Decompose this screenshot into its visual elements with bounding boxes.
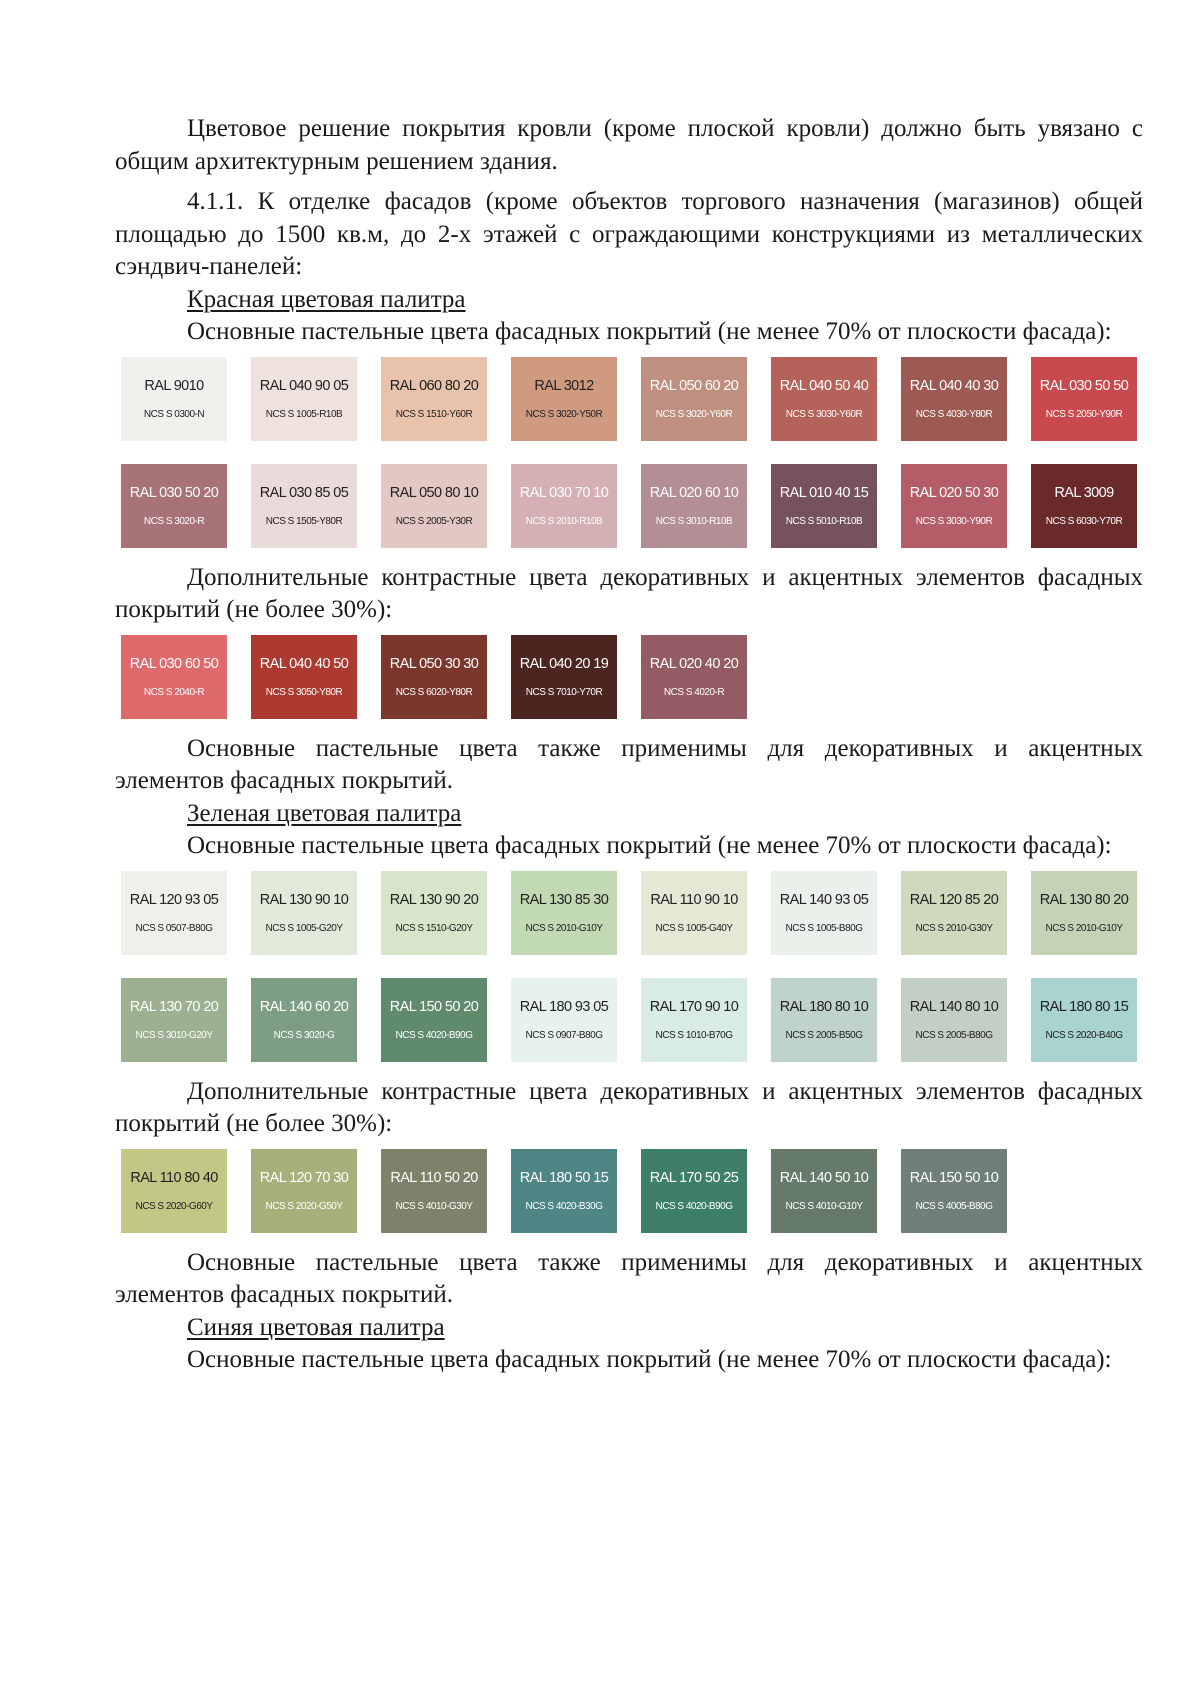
ncs-code-label: NCS S 1005-G40Y (655, 922, 733, 934)
ral-code-label: RAL 030 85 05 (259, 484, 349, 501)
ral-code-label: RAL 050 30 30 (389, 655, 479, 672)
green-main-color-swatch (511, 978, 617, 1062)
green-accent-swatch-grid (121, 1149, 1145, 1233)
page-content (115, 113, 1143, 1377)
ral-code-label: RAL 030 70 10 (519, 484, 609, 501)
ral-code-label: RAL 040 90 05 (259, 377, 349, 394)
ral-code-label: RAL 180 80 10 (779, 998, 869, 1015)
ncs-code-label: NCS S 2010-G10Y (1045, 922, 1123, 934)
ral-code-label: RAL 150 50 10 (909, 1169, 999, 1186)
red-main-color-swatch (121, 464, 227, 548)
ncs-code-label: NCS S 3010-R10B (655, 515, 733, 527)
green-main-color-swatch (1031, 871, 1137, 955)
ncs-code-label: NCS S 1005-G20Y (265, 922, 343, 934)
red-main-color-swatch (901, 464, 1007, 548)
ncs-code-label: NCS S 4020-B90G (395, 1029, 473, 1041)
ral-code-label: RAL 120 93 05 (129, 891, 219, 908)
ncs-code-label: NCS S 2020-G60Y (135, 1200, 213, 1212)
ncs-code-label: NCS S 5010-R10B (785, 515, 863, 527)
ncs-code-label: NCS S 2050-Y90R (1045, 408, 1123, 420)
facade-requirements-paragraph: 4.1.1. К отделке фасадов (кроме объектов торгового назначения (магазинов) общей площадью до 1500 кв.м, до 2-х этажей с ограждающими конструкциями из металлических сэндвич-панелей: (115, 188, 1143, 280)
green-main-swatch-grid (121, 871, 1145, 1062)
green-accent-color-swatch (121, 1149, 227, 1233)
ncs-code-label: NCS S 6030-Y70R (1045, 515, 1123, 527)
green-palette-heading: Зеленая цветовая палитра (187, 799, 462, 827)
ral-code-label: RAL 040 20 19 (519, 655, 609, 672)
ral-code-label: RAL 030 50 50 (1039, 377, 1129, 394)
green-accent-color-swatch (381, 1149, 487, 1233)
red-main-color-swatch (901, 357, 1007, 441)
ral-code-label: RAL 140 60 20 (259, 998, 349, 1015)
ncs-code-label: NCS S 2005-B50G (785, 1029, 863, 1041)
ral-code-label: RAL 040 40 50 (259, 655, 349, 672)
ncs-code-label: NCS S 3030-Y90R (915, 515, 993, 527)
ncs-code-label: NCS S 0300-N (143, 408, 205, 420)
red-main-color-swatch (121, 357, 227, 441)
green-main-color-swatch (121, 978, 227, 1062)
blue-main-colors-text: Основные пастельные цвета фасадных покрытий (не менее 70% от плоскости фасада): (187, 1346, 1112, 1373)
ncs-code-label: NCS S 7010-Y70R (525, 686, 603, 698)
ral-code-label: RAL 130 80 20 (1039, 891, 1129, 908)
ncs-code-label: NCS S 2040-R (143, 686, 205, 698)
ral-code-label: RAL 140 50 10 (779, 1169, 869, 1186)
ncs-code-label: NCS S 4020-R (663, 686, 725, 698)
ncs-code-label: NCS S 4010-G30Y (395, 1200, 473, 1212)
red-main-color-swatch (251, 357, 357, 441)
ncs-code-label: NCS S 0907-B80G (525, 1029, 603, 1041)
ral-code-label: RAL 060 80 20 (389, 377, 479, 394)
red-accent-color-swatch (251, 635, 357, 719)
ral-code-label: RAL 040 40 30 (909, 377, 999, 394)
ncs-code-label: NCS S 4020-B90G (655, 1200, 733, 1212)
green-main-color-swatch (901, 871, 1007, 955)
green-main-color-swatch (381, 978, 487, 1062)
red-main-color-swatch (381, 357, 487, 441)
red-main-color-swatch (1031, 464, 1137, 548)
ral-code-label: RAL 140 80 10 (909, 998, 999, 1015)
red-accent-color-swatch (511, 635, 617, 719)
ral-code-label: RAL 030 50 20 (129, 484, 219, 501)
ncs-code-label: NCS S 3030-Y60R (785, 408, 863, 420)
ral-code-label: RAL 170 50 25 (649, 1169, 739, 1186)
red-main-colors-text: Основные пастельные цвета фасадных покрытий (не менее 70% от плоскости фасада): (187, 318, 1112, 345)
red-main-swatch-grid (121, 357, 1145, 548)
ncs-code-label: NCS S 3050-Y80R (265, 686, 343, 698)
ral-code-label: RAL 130 90 20 (389, 891, 479, 908)
ral-code-label: RAL 110 50 20 (390, 1169, 478, 1186)
ral-code-label: RAL 170 90 10 (649, 998, 739, 1015)
ncs-code-label: NCS S 3020-R (143, 515, 205, 527)
roof-color-paragraph: Цветовое решение покрытия кровли (кроме плоской кровли) должно быть увязано с общим архитектурным решением здания. (115, 115, 1143, 175)
red-main-color-swatch (771, 357, 877, 441)
ral-code-label: RAL 140 93 05 (779, 891, 869, 908)
green-main-color-swatch (1031, 978, 1137, 1062)
ncs-code-label: NCS S 4005-B80G (915, 1200, 993, 1212)
ral-code-label: RAL 050 80 10 (389, 484, 479, 501)
red-accent-swatch-grid (121, 635, 1145, 719)
red-main-color-swatch (511, 357, 617, 441)
red-accent-colors-text: Дополнительные контрастные цвета декоративных и акцентных элементов фасадных покрытий (не более 30%): (115, 563, 1143, 623)
ncs-code-label: NCS S 1010-B70G (655, 1029, 733, 1041)
ncs-code-label: NCS S 3020-G (273, 1029, 335, 1041)
green-accent-color-swatch (901, 1149, 1007, 1233)
ncs-code-label: NCS S 2005-Y30R (395, 515, 473, 527)
green-main-color-swatch (901, 978, 1007, 1062)
green-accent-color-swatch (511, 1149, 617, 1233)
red-main-color-swatch (251, 464, 357, 548)
ncs-code-label: NCS S 3010-G20Y (135, 1029, 213, 1041)
ral-code-label: RAL 030 60 50 (129, 655, 219, 672)
green-main-color-swatch (381, 871, 487, 955)
green-note-text: Основные пастельные цвета также применимы для декоративных и акцентных элементов фасадных покрытий. (115, 1248, 1143, 1308)
green-accent-color-swatch (251, 1149, 357, 1233)
blue-palette-heading: Синяя цветовая палитра (187, 1313, 445, 1341)
ncs-code-label: NCS S 3020-Y50R (525, 408, 603, 420)
ncs-code-label: NCS S 4010-G10Y (785, 1200, 863, 1212)
red-note-text: Основные пастельные цвета также применимы для декоративных и акцентных элементов фасадных покрытий. (115, 734, 1143, 794)
ral-code-label: RAL 020 40 20 (649, 655, 739, 672)
ncs-code-label: NCS S 4020-B30G (525, 1200, 603, 1212)
ncs-code-label: NCS S 2020-B40G (1045, 1029, 1123, 1041)
ral-code-label: RAL 020 60 10 (649, 484, 739, 501)
ncs-code-label: NCS S 2005-B80G (915, 1029, 993, 1041)
ncs-code-label: NCS S 2020-G50Y (265, 1200, 343, 1212)
ncs-code-label: NCS S 3020-Y60R (655, 408, 733, 420)
red-main-color-swatch (641, 464, 747, 548)
ral-code-label: RAL 180 80 15 (1039, 998, 1129, 1015)
red-main-color-swatch (381, 464, 487, 548)
green-main-color-swatch (771, 978, 877, 1062)
ral-code-label: RAL 130 70 20 (129, 998, 219, 1015)
green-accent-color-swatch (771, 1149, 877, 1233)
ncs-code-label: NCS S 1510-Y60R (395, 408, 473, 420)
ncs-code-label: NCS S 1005-R10B (265, 408, 343, 420)
ral-code-label: RAL 150 50 20 (389, 998, 479, 1015)
green-main-color-swatch (641, 978, 747, 1062)
ncs-code-label: NCS S 6020-Y80R (395, 686, 473, 698)
ral-code-label: RAL 120 70 30 (259, 1169, 349, 1186)
ral-code-label: RAL 130 85 30 (519, 891, 609, 908)
ral-code-label: RAL 110 80 40 (130, 1169, 218, 1186)
red-main-color-swatch (771, 464, 877, 548)
green-main-color-swatch (771, 871, 877, 955)
ral-code-label: RAL 180 93 05 (519, 998, 609, 1015)
red-accent-color-swatch (641, 635, 747, 719)
ncs-code-label: NCS S 1505-Y80R (265, 515, 343, 527)
ral-code-label: RAL 3009 (1054, 484, 1114, 501)
ral-code-label: RAL 120 85 20 (909, 891, 999, 908)
ncs-code-label: NCS S 4030-Y80R (915, 408, 993, 420)
ncs-code-label: NCS S 2010-G30Y (915, 922, 993, 934)
green-main-color-swatch (641, 871, 747, 955)
ncs-code-label: NCS S 1510-G20Y (395, 922, 473, 934)
ral-code-label: RAL 180 50 15 (519, 1169, 609, 1186)
ral-code-label: RAL 020 50 30 (909, 484, 999, 501)
ral-code-label: RAL 110 90 10 (650, 891, 738, 908)
green-accent-colors-text: Дополнительные контрастные цвета декоративных и акцентных элементов фасадных покрытий (не более 30%): (115, 1077, 1143, 1137)
green-main-color-swatch (121, 871, 227, 955)
green-main-color-swatch (251, 871, 357, 955)
red-main-color-swatch (511, 464, 617, 548)
red-accent-color-swatch (381, 635, 487, 719)
green-main-colors-text: Основные пастельные цвета фасадных покрытий (не менее 70% от плоскости фасада): (187, 832, 1112, 859)
ral-code-label: RAL 010 40 15 (779, 484, 869, 501)
ral-code-label: RAL 040 50 40 (779, 377, 869, 394)
ncs-code-label: NCS S 2010-G10Y (525, 922, 603, 934)
ral-code-label: RAL 9010 (144, 377, 204, 394)
red-palette-heading: Красная цветовая палитра (187, 285, 466, 313)
green-main-color-swatch (251, 978, 357, 1062)
red-main-color-swatch (1031, 357, 1137, 441)
ral-code-label: RAL 050 60 20 (649, 377, 739, 394)
green-main-color-swatch (511, 871, 617, 955)
green-accent-color-swatch (641, 1149, 747, 1233)
ral-code-label: RAL 3012 (534, 377, 594, 394)
ncs-code-label: NCS S 1005-B80G (785, 922, 863, 934)
ncs-code-label: NCS S 0507-B80G (135, 922, 213, 934)
red-accent-color-swatch (121, 635, 227, 719)
ral-code-label: RAL 130 90 10 (259, 891, 349, 908)
ncs-code-label: NCS S 2010-R10B (525, 515, 603, 527)
red-main-color-swatch (641, 357, 747, 441)
